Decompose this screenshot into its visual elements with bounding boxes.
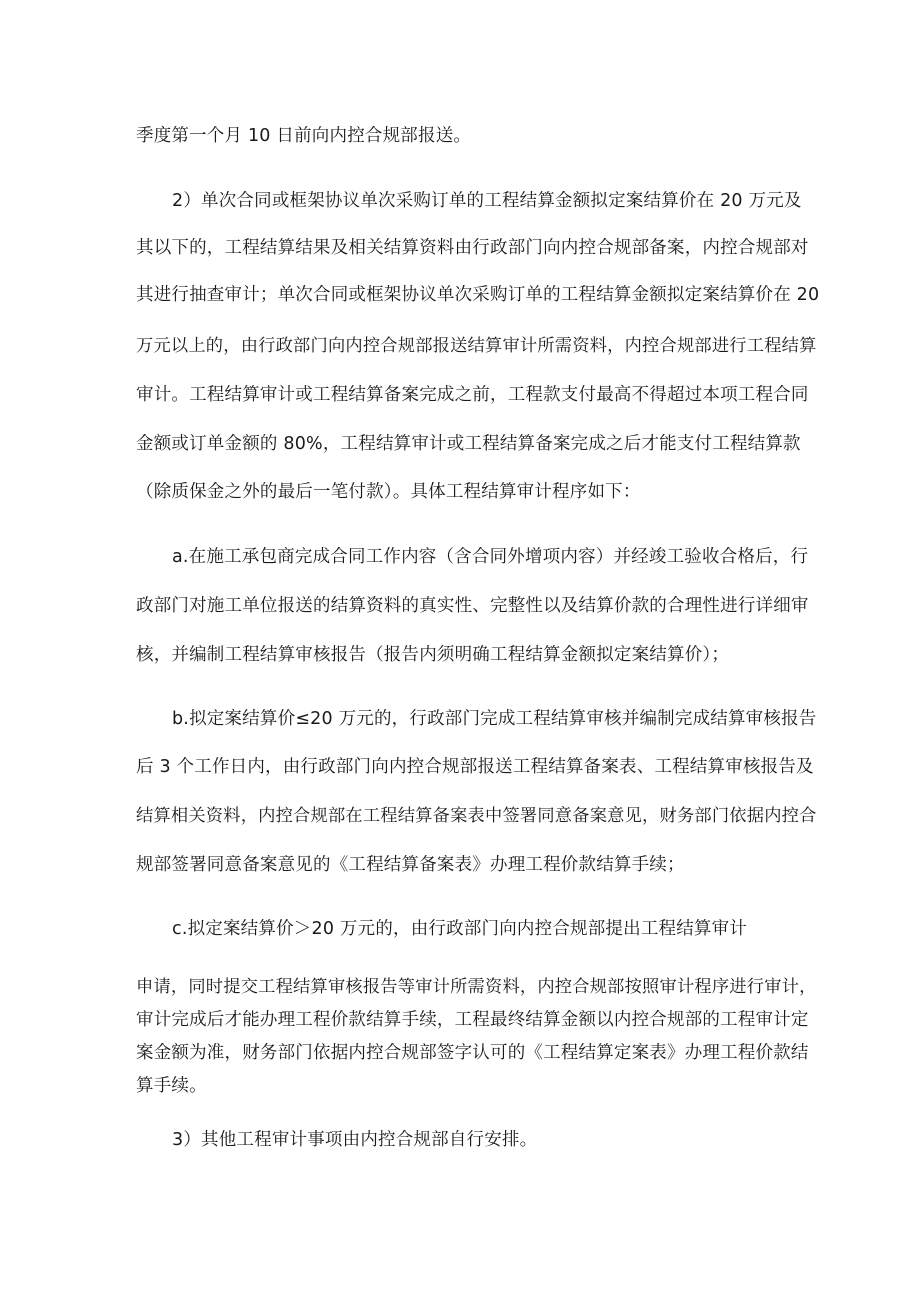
text-line: 万元以上的，由行政部门向内控合规部报送结算审计所需资料，内控合规部进行工程结算 [136,336,817,356]
text-line: c.拟定案结算价＞20 万元的，由行政部门向内控合规部提出工程结算审计 [172,919,748,939]
text-line: 其进行抽查审计；单次合同或框架协议单次采购订单的工程结算金额拟定案结算价在 20 [136,285,820,305]
text-line: 案金额为准，财务部门依据内控合规部签字认可的《工程结算定案表》办理工程价款结 [136,1043,809,1063]
text-line: （除质保金之外的最后一笔付款）。具体工程结算审计程序如下： [136,482,641,502]
text-line: a.在施工承包商完成合同工作内容（含合同外增项内容）并经竣工验收合格后，行 [172,547,809,567]
text-line: 结算相关资料，内控合规部在工程结算备案表中签署同意备案意见，财务部门依据内控合 [136,806,817,826]
text-line: 2）单次合同或框架协议单次采购订单的工程结算金额拟定案结算价在 20 万元及 [172,191,802,211]
text-line: 核，并编制工程结算审核报告（报告内须明确工程结算金额拟定案结算价）； [136,645,730,665]
text-line: b.拟定案结算价≤20 万元的，行政部门完成工程结算审核并编制完成结算审核报告 [172,709,817,729]
text-line: 申请，同时提交工程结算审核报告等审计所需资料，内控合规部按照审计程序进行审计， [136,977,817,997]
text-line: 规部签署同意备案意见的《工程结算备案表》办理工程价款结算手续； [136,855,685,875]
text-line: 政部门对施工单位报送的结算资料的真实性、完整性以及结算价款的合理性进行详细审 [136,596,809,616]
text-line: 季度第一个月 10 日前向内控合规部报送。 [136,126,472,146]
text-line: 审计。工程结算审计或工程结算备案完成之前，工程款支付最高不得超过本项工程合同 [136,385,809,405]
text-line: 金额或订单金额的 80%，工程结算审计或工程结算备案完成之后才能支付工程结算款 [136,434,801,454]
text-line: 后 3 个工作日内，由行政部门向内控合规部报送工程结算备案表、工程结算审核报告及 [136,757,814,777]
text-line: 审计完成后才能办理工程价款结算手续，工程最终结算金额以内控合规部的工程审计定 [136,1010,809,1030]
text-line: 算手续。 [136,1076,207,1096]
text-line: 其以下的，工程结算结果及相关结算资料由行政部门向内控合规部备案，内控合规部对 [136,238,809,258]
text-line: 3）其他工程审计事项由内控合规部自行安排。 [172,1130,538,1150]
